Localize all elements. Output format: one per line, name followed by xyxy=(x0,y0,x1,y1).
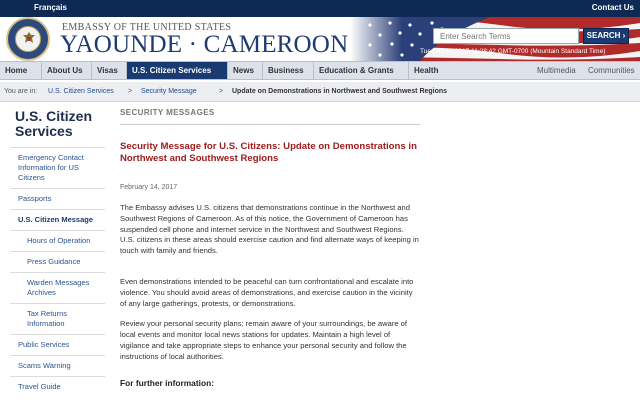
nav-link-multimedia[interactable]: Multimedia xyxy=(537,66,576,75)
site-header xyxy=(0,17,640,61)
breadcrumb-current: Update on Demonstrations in Northwest and Southwest Regions xyxy=(232,88,448,95)
sidebar-item-press-guidance[interactable]: Press Guidance xyxy=(10,251,105,272)
eagle-icon xyxy=(22,31,36,47)
nav-item-business[interactable]: Business xyxy=(263,62,314,79)
contact-us-link[interactable]: Contact Us xyxy=(591,3,634,12)
sidebar-item-public-services[interactable]: Public Services xyxy=(10,334,105,355)
nav-item-home[interactable]: Home xyxy=(0,62,42,79)
sidebar-title: U.S. Citizen Services xyxy=(15,108,93,139)
breadcrumb xyxy=(0,82,640,102)
sidebar-item-warden-messages-archives[interactable]: Warden Messages Archives xyxy=(10,272,105,303)
section-label: SECURITY MESSAGES xyxy=(120,108,420,125)
article-paragraph: Even demonstrations intended to be peaceful can turn confrontational and escalate into violence. You should avoid areas of demonstrations, and exercise caution in the vicinity of any large gatherings, protests, or demonstrations. xyxy=(120,276,414,308)
main-nav xyxy=(0,61,640,80)
search-input[interactable] xyxy=(433,28,579,44)
article-paragraph: The Embassy advises U.S. citizens that demonstrations continue in the Northwest and Southwest Regions of Cameroon. As of this notice, the Government of Cameroon has suspended cell phone and internet service in the Northwest and Southwest Regions. U.S. citizens in these areas should exercise caution and find alternate ways of keeping in touch with family and friends. xyxy=(120,203,419,256)
breadcrumb-separator: > xyxy=(128,88,133,95)
sidebar-item-travel-guide[interactable]: Travel Guide xyxy=(10,376,105,397)
article-paragraph: Review your personal security plans; remain aware of your surroundings, be aware of local events and monitor local news stations for updates. Maintain a high level of vigilance and take appropriate steps to enhance your personal security and follow the instructions of local authorities. xyxy=(120,319,408,361)
nav-link-communities[interactable]: Communities xyxy=(588,66,635,75)
nav-item-about-us[interactable]: About Us xyxy=(42,62,92,79)
header-title[interactable]: YAOUNDE · CAMEROON xyxy=(60,31,349,58)
date-time-readout: Tue Feb 14 2017 11:28:42 GMT-0700 (Mountain Standard Time) xyxy=(420,48,606,55)
article-headline: Security Message for U.S. Citizens: Update on Demonstrations in Northwest and Southwest Regions xyxy=(120,141,417,164)
nav-item-news[interactable]: News xyxy=(228,62,263,79)
breadcrumb-prefix: You are in: xyxy=(4,88,38,95)
sidebar-item-emergency-contact[interactable]: Emergency Contact Information for US Citizens xyxy=(10,147,105,188)
nav-item-education-grants[interactable]: Education & Grants xyxy=(314,62,409,79)
further-information-heading: For further information: xyxy=(120,377,214,388)
sidebar xyxy=(10,109,105,397)
nav-item-health[interactable]: Health xyxy=(414,66,439,75)
sidebar-item-us-citizen-message[interactable]: U.S. Citizen Message xyxy=(10,209,105,230)
main-content xyxy=(120,108,420,388)
embassy-seal-logo[interactable] xyxy=(6,17,50,61)
article-date: February 14, 2017 xyxy=(120,184,178,191)
header-subtitle: EMBASSY OF THE UNITED STATES xyxy=(62,22,232,33)
search-button[interactable]: SEARCH › xyxy=(583,28,629,44)
breadcrumb-link-citizen-services[interactable]: U.S. Citizen Services xyxy=(48,88,114,95)
language-link[interactable]: Français xyxy=(34,3,67,12)
sidebar-item-scams-warning[interactable]: Scams Warning xyxy=(10,355,105,376)
utility-bar xyxy=(0,0,640,17)
nav-item-us-citizen-services[interactable]: U.S. Citizen Services xyxy=(127,62,228,79)
sidebar-item-hours-of-operation[interactable]: Hours of Operation xyxy=(10,230,105,251)
breadcrumb-link-security-message[interactable]: Security Message xyxy=(141,88,197,95)
breadcrumb-separator: > xyxy=(219,88,224,95)
sidebar-item-tax-returns-information[interactable]: Tax Returns Information xyxy=(10,303,105,334)
nav-item-visas[interactable]: Visas xyxy=(92,62,127,79)
sidebar-item-passports[interactable]: Passports xyxy=(10,188,105,209)
